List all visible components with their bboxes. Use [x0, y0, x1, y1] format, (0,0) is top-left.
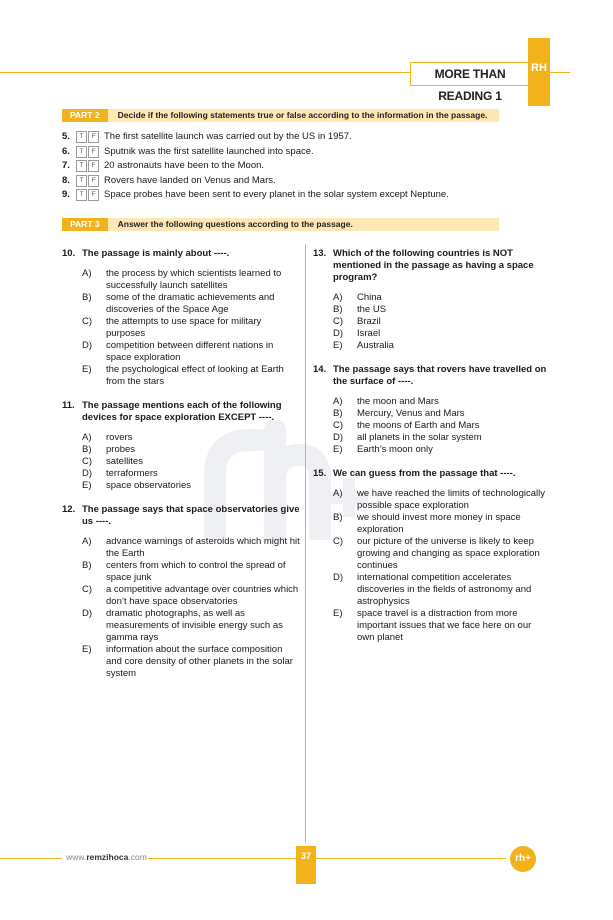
true-checkbox[interactable]: T — [76, 175, 87, 187]
part3-instruction-bar — [62, 218, 499, 231]
option-text: international competition accelerates discoveries in the fields of astronomy and astrophysics — [357, 572, 532, 607]
option-letter: A) — [82, 268, 92, 279]
left-question-column — [62, 248, 300, 692]
answer-option[interactable] — [333, 536, 551, 572]
question-stem — [313, 248, 551, 284]
answer-option[interactable] — [82, 456, 300, 468]
question-text: The passage says that space observatories give us ----. — [82, 504, 300, 527]
true-false-list — [62, 130, 542, 203]
column-divider — [305, 244, 306, 842]
item-number: 5. — [62, 131, 70, 142]
item-number: 9. — [62, 189, 70, 200]
tf-item — [62, 174, 542, 189]
option-letter: C) — [82, 584, 93, 595]
footer-rule-left — [0, 858, 62, 859]
answer-option[interactable] — [333, 292, 551, 304]
answer-option[interactable] — [333, 316, 551, 328]
answer-option[interactable] — [333, 608, 551, 644]
option-text: satellites — [106, 456, 143, 467]
page-number: 37 — [296, 846, 316, 884]
statement-text: Rovers have landed on Venus and Mars. — [104, 174, 276, 186]
answer-option[interactable] — [82, 432, 300, 444]
option-letter: E) — [82, 364, 92, 375]
question-text: The passage mentions each of the following devices for space exploration EXCEPT ----. — [82, 400, 282, 423]
question-number: 10. — [62, 248, 76, 259]
answer-option[interactable] — [333, 396, 551, 408]
answer-option[interactable] — [82, 292, 300, 316]
option-text: centers from which to control the spread of space junk — [106, 560, 286, 583]
option-text: the US — [357, 304, 387, 315]
tf-item — [62, 145, 542, 160]
option-text: Mercury, Venus and Mars — [357, 408, 465, 419]
option-text: the psychological effect of looking at Earth from the stars — [106, 364, 284, 387]
option-text: we should invest more money in space exploration — [357, 512, 521, 535]
option-letter: E) — [82, 644, 92, 655]
tf-item — [62, 188, 542, 203]
true-checkbox[interactable]: T — [76, 131, 87, 143]
item-number: 6. — [62, 145, 70, 157]
option-text: space travel is a distraction from more important issues that we face here on our own planet — [357, 608, 532, 643]
option-letter: D) — [82, 468, 93, 479]
question-text: Which of the following countries is NOT mentioned in the passage as having a space program? — [333, 248, 534, 283]
option-letter: E) — [333, 608, 343, 619]
option-letter: C) — [333, 536, 344, 547]
option-text: Brazil — [357, 316, 381, 327]
answer-option[interactable] — [333, 432, 551, 444]
answer-option[interactable] — [82, 468, 300, 480]
option-letter: C) — [82, 456, 93, 467]
option-text: a competitive advantage over countries which don’t have space observatories — [106, 584, 299, 607]
question-number: 12. — [62, 504, 76, 515]
option-letter: B) — [333, 304, 343, 315]
false-checkbox[interactable]: F — [88, 189, 99, 201]
option-letter: D) — [333, 572, 344, 583]
option-letter: D) — [333, 432, 344, 443]
true-checkbox[interactable]: T — [76, 189, 87, 201]
option-letter: D) — [333, 328, 344, 339]
option-text: rovers — [106, 432, 133, 443]
question-number: 13. — [313, 248, 327, 259]
answer-option[interactable] — [82, 608, 300, 644]
tf-item — [62, 130, 542, 145]
tf-item — [62, 159, 542, 174]
option-text: some of the dramatic achievements and discoveries of the Space Age — [106, 292, 275, 315]
option-letter: B) — [82, 292, 92, 303]
question-13 — [313, 248, 551, 352]
option-text: our picture of the universe is likely to keep growing and changing as space exploration continues — [357, 536, 540, 571]
question-stem — [313, 364, 551, 388]
badge-label: RH — [531, 62, 547, 74]
header-badge — [528, 38, 550, 106]
option-letter: A) — [333, 396, 343, 407]
answer-option[interactable] — [82, 480, 300, 492]
part2-instruction: Decide if the following statements true or false according to the information in the passage. — [117, 110, 488, 120]
option-letter: E) — [82, 480, 92, 491]
option-text: the attempts to use space for military purposes — [106, 316, 262, 339]
option-text: terraformers — [106, 468, 158, 479]
answer-option[interactable] — [333, 328, 551, 340]
option-letter: A) — [82, 536, 92, 547]
answer-option[interactable] — [333, 512, 551, 536]
answer-option[interactable] — [82, 268, 300, 292]
answer-option[interactable] — [82, 444, 300, 456]
footer-website-link[interactable] — [66, 852, 147, 862]
option-text: all planets in the solar system — [357, 432, 482, 443]
answer-option[interactable] — [82, 536, 300, 560]
option-text: competition between different nations in space exploration — [106, 340, 274, 363]
answer-option[interactable] — [333, 420, 551, 432]
false-checkbox[interactable]: F — [88, 146, 99, 158]
question-number: 11. — [62, 400, 75, 411]
option-letter: C) — [333, 420, 344, 431]
true-checkbox[interactable]: T — [76, 146, 87, 158]
part3-tag: PART 3 — [62, 218, 108, 231]
question-14 — [313, 364, 551, 456]
option-letter: E) — [333, 340, 343, 351]
true-checkbox[interactable]: T — [76, 160, 87, 172]
option-text: the process by which scientists learned to successfully launch satellites — [106, 268, 282, 291]
rh-logo-icon: rh+ — [510, 846, 536, 872]
statement-text: Sputnik was the first satellite launched into space. — [104, 145, 314, 157]
option-text: the moon and Mars — [357, 396, 439, 407]
false-checkbox[interactable]: F — [88, 175, 99, 187]
question-11 — [62, 400, 300, 492]
option-letter: C) — [82, 316, 93, 327]
option-letter: D) — [82, 608, 93, 619]
false-checkbox[interactable]: F — [88, 160, 99, 172]
statement-text: Space probes have been sent to every planet in the solar system except Neptune. — [104, 189, 449, 200]
question-stem — [62, 248, 300, 260]
question-stem — [62, 400, 300, 424]
answer-option[interactable] — [82, 364, 300, 388]
url-prefix: www. — [66, 852, 87, 862]
option-letter: C) — [333, 316, 344, 327]
question-stem — [313, 468, 551, 480]
item-number: 8. — [62, 174, 70, 186]
option-letter: B) — [333, 408, 343, 419]
answer-option[interactable] — [333, 304, 551, 316]
option-letter: B) — [82, 560, 92, 571]
question-stem — [62, 504, 300, 528]
question-number: 15. — [313, 468, 327, 479]
option-letter: B) — [82, 444, 92, 455]
option-text: Earth’s moon only — [357, 444, 433, 455]
footer-rule-middle — [148, 858, 296, 859]
option-text: advance warnings of asteroids which might hit the Earth — [106, 536, 300, 559]
part2-instruction-bar — [62, 109, 499, 122]
item-number: 7. — [62, 160, 70, 171]
url-brand: remzihoca — [86, 852, 129, 862]
answer-option[interactable] — [82, 584, 300, 608]
answer-option[interactable] — [333, 572, 551, 608]
url-suffix: .com — [128, 852, 147, 862]
option-letter: A) — [82, 432, 92, 443]
answer-option[interactable] — [82, 340, 300, 364]
answer-option[interactable] — [333, 408, 551, 420]
question-15 — [313, 468, 551, 644]
statement-text: The first satellite launch was carried out by the US in 1957. — [104, 131, 352, 142]
option-letter: A) — [333, 488, 343, 499]
footer-rule-right — [316, 858, 506, 859]
answer-option[interactable] — [333, 340, 551, 352]
false-checkbox[interactable]: F — [88, 131, 99, 143]
question-12 — [62, 504, 300, 680]
option-text: the moons of Earth and Mars — [357, 420, 480, 431]
book-title: MORE THAN READING 1 — [410, 62, 529, 86]
statement-text: 20 astronauts have been to the Moon. — [104, 160, 265, 171]
option-text: Israel — [357, 328, 381, 339]
answer-option[interactable] — [333, 488, 551, 512]
question-10 — [62, 248, 300, 388]
option-text: dramatic photographs, as well as measurements of invisible energy such as gamma rays — [106, 608, 283, 643]
option-letter: D) — [82, 340, 93, 351]
option-letter: A) — [333, 292, 343, 303]
option-letter: B) — [333, 512, 343, 523]
option-letter: E) — [333, 444, 343, 455]
answer-option[interactable] — [82, 644, 300, 680]
answer-option[interactable] — [333, 444, 551, 456]
question-text: The passage is mainly about ----. — [82, 248, 230, 259]
option-text: Australia — [357, 340, 394, 351]
option-text: China — [357, 292, 382, 303]
part2-tag: PART 2 — [62, 109, 108, 122]
part3-instruction: Answer the following questions according to the passage. — [117, 219, 353, 229]
answer-option[interactable] — [82, 560, 300, 584]
question-number: 14. — [313, 364, 327, 375]
question-text: We can guess from the passage that ----. — [333, 468, 516, 479]
option-text: we have reached the limits of technologically possible space exploration — [357, 488, 545, 511]
answer-option[interactable] — [82, 316, 300, 340]
option-text: information about the surface composition and core density of other planets in the solar system — [106, 644, 293, 679]
option-text: probes — [106, 444, 136, 455]
right-question-column — [313, 248, 551, 656]
question-text: The passage says that rovers have travelled on the surface of ----. — [333, 364, 547, 387]
option-text: space observatories — [106, 480, 192, 491]
